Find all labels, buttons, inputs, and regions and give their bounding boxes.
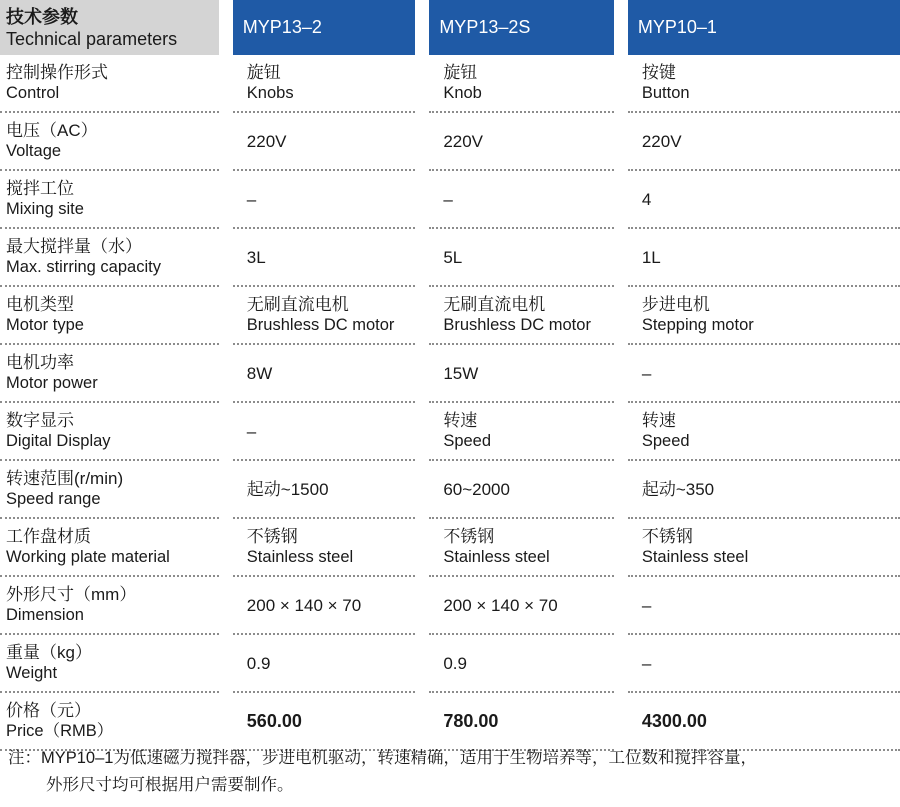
table-row	[0, 635, 900, 693]
value-cell	[628, 171, 900, 229]
column-gap	[219, 0, 233, 55]
value-cell	[233, 113, 415, 171]
column-gap	[415, 345, 429, 403]
table-row	[0, 519, 900, 577]
value-cell	[233, 519, 415, 577]
value-cell	[233, 577, 415, 635]
table-row	[0, 55, 900, 113]
param-name-zh: 转速范围(r/min)	[6, 469, 124, 488]
column-gap	[219, 113, 233, 171]
column-gap	[219, 461, 233, 519]
param-name-en: Max. stirring capacity	[6, 258, 161, 276]
value-cell	[233, 403, 415, 461]
value-text: 5L	[443, 247, 463, 267]
value-cell	[233, 171, 415, 229]
value-cell	[233, 287, 415, 345]
column-gap	[614, 345, 628, 403]
column-gap	[415, 577, 429, 635]
param-name-en: Control	[6, 84, 60, 102]
column-gap	[415, 403, 429, 461]
value-zh: 无刷直流电机	[443, 295, 546, 314]
param-name-zh: 数字显示	[6, 411, 74, 430]
param-name-en: Mixing site	[6, 200, 84, 218]
column-gap	[614, 287, 628, 345]
column-gap	[219, 287, 233, 345]
column-gap	[415, 113, 429, 171]
value-zh: 按键	[641, 63, 676, 82]
column-gap	[219, 55, 233, 113]
param-name-en: Voltage	[6, 142, 62, 160]
param-name-en: Price（RMB）	[6, 722, 114, 740]
value-text: 起动~1500	[246, 479, 329, 499]
value-zh: 转速	[443, 411, 478, 430]
column-gap	[219, 693, 233, 751]
param-name-zh: 工作盘材质	[6, 527, 91, 546]
param-name-zh: 外形尺寸（mm）	[6, 585, 137, 604]
table-row	[0, 403, 900, 461]
value-cell	[628, 403, 900, 461]
value-cell	[429, 171, 613, 229]
value-text: 3L	[246, 247, 266, 267]
value-cell	[233, 345, 415, 403]
model-header-myp13-2: MYP13–2	[233, 0, 415, 55]
param-header-zh: 技术参数	[6, 6, 78, 27]
table-row	[0, 229, 900, 287]
value-cell	[429, 693, 613, 751]
column-gap	[614, 693, 628, 751]
model-header-myp10-1: MYP10–1	[628, 0, 900, 55]
column-gap	[614, 519, 628, 577]
table-row	[0, 287, 900, 345]
value-text: 15W	[443, 363, 479, 383]
column-gap	[415, 171, 429, 229]
table-row	[0, 461, 900, 519]
value-cell	[628, 345, 900, 403]
value-zh: 不锈钢	[443, 527, 495, 546]
value-en: Speed	[641, 432, 690, 450]
value-cell	[628, 519, 900, 577]
param-name-zh: 最大搅拌量（水）	[6, 237, 142, 256]
value-text: 220V	[246, 131, 287, 151]
value-zh: 旋钮	[443, 63, 478, 82]
value-zh: 不锈钢	[246, 527, 298, 546]
column-gap	[614, 577, 628, 635]
param-cell	[0, 287, 219, 345]
param-name-zh: 电机功率	[6, 353, 74, 372]
value-text: –	[246, 421, 257, 441]
param-name-zh: 价格（元）	[6, 701, 91, 720]
value-cell	[233, 229, 415, 287]
column-gap	[415, 0, 429, 55]
price-value: 560.00	[246, 710, 302, 731]
value-en: Button	[641, 84, 690, 102]
value-en: Stainless steel	[246, 548, 354, 566]
param-name-zh: 电压（AC）	[6, 121, 98, 140]
price-value: 780.00	[443, 710, 499, 731]
table-header-row	[0, 0, 900, 55]
value-text: 220V	[641, 131, 682, 151]
value-en: Stainless steel	[443, 548, 550, 566]
value-text: 0.9	[246, 653, 271, 673]
value-zh: 无刷直流电机	[246, 295, 349, 314]
column-gap	[219, 345, 233, 403]
footnote	[8, 745, 893, 799]
column-gap	[219, 403, 233, 461]
value-cell	[628, 287, 900, 345]
price-value: 4300.00	[641, 710, 707, 731]
column-gap	[415, 229, 429, 287]
table-row	[0, 113, 900, 171]
column-gap	[415, 635, 429, 693]
value-cell	[429, 229, 613, 287]
value-cell	[628, 113, 900, 171]
value-cell	[429, 403, 613, 461]
value-text: –	[641, 595, 652, 615]
param-cell	[0, 229, 219, 287]
value-text: –	[443, 189, 453, 209]
value-text: 4	[641, 189, 652, 209]
table-row	[0, 345, 900, 403]
value-en: Brushless DC motor	[246, 316, 395, 334]
param-name-en: Dimension	[6, 606, 84, 624]
column-gap	[219, 171, 233, 229]
table-body	[0, 55, 900, 751]
value-cell	[429, 461, 613, 519]
param-cell	[0, 171, 219, 229]
column-gap	[415, 287, 429, 345]
table-row	[0, 577, 900, 635]
param-cell	[0, 519, 219, 577]
column-gap	[219, 519, 233, 577]
param-name-en: Working plate material	[6, 548, 170, 566]
value-en: Knobs	[246, 84, 294, 102]
value-text: 1L	[641, 247, 661, 267]
column-gap	[614, 403, 628, 461]
value-cell	[233, 693, 415, 751]
value-cell	[628, 55, 900, 113]
value-en: Stepping motor	[641, 316, 754, 334]
value-text: –	[641, 653, 652, 673]
value-text: 220V	[443, 131, 484, 151]
param-header-cell	[0, 0, 219, 55]
param-name-zh: 控制操作形式	[6, 63, 108, 82]
column-gap	[614, 0, 628, 55]
table-row	[0, 171, 900, 229]
value-zh: 不锈钢	[641, 527, 693, 546]
value-cell	[429, 345, 613, 403]
param-cell	[0, 577, 219, 635]
value-cell	[429, 113, 613, 171]
footnote-line-1: 注：MYP10–1为低速磁力搅拌器，步进电机驱动，转速精确，适用于生物培养等，工位数和搅拌容量，	[8, 749, 757, 767]
column-gap	[614, 229, 628, 287]
value-cell	[628, 461, 900, 519]
param-name-en: Motor type	[6, 316, 84, 334]
value-cell	[233, 635, 415, 693]
value-text: –	[246, 189, 257, 209]
param-name-en: Motor power	[6, 374, 98, 392]
param-cell	[0, 113, 219, 171]
column-gap	[614, 171, 628, 229]
value-cell	[628, 693, 900, 751]
column-gap	[415, 519, 429, 577]
param-name-en: Speed range	[6, 490, 101, 508]
param-name-en: Weight	[6, 664, 58, 682]
param-cell	[0, 403, 219, 461]
param-name-zh: 重量（kg）	[6, 643, 92, 662]
model-header-myp13-2s: MYP13–2S	[429, 0, 613, 55]
value-zh: 旋钮	[246, 63, 281, 82]
param-name-zh: 搅拌工位	[6, 179, 74, 198]
value-cell	[233, 461, 415, 519]
param-name-en: Digital Display	[6, 432, 111, 450]
table-row	[0, 693, 900, 751]
column-gap	[614, 113, 628, 171]
column-gap	[219, 229, 233, 287]
value-cell	[429, 55, 613, 113]
value-en: Stainless steel	[641, 548, 749, 566]
footnote-line-2: 外形尺寸均可根据用户需要制作。	[46, 776, 294, 794]
value-text: 200 × 140 × 70	[246, 595, 362, 615]
column-gap	[614, 55, 628, 113]
value-cell	[429, 287, 613, 345]
column-gap	[415, 693, 429, 751]
column-gap	[614, 461, 628, 519]
value-text: 0.9	[443, 653, 467, 673]
value-en: Brushless DC motor	[443, 316, 591, 334]
value-cell	[628, 577, 900, 635]
param-name-zh: 电机类型	[6, 295, 74, 314]
value-en: Speed	[443, 432, 492, 450]
value-cell	[429, 519, 613, 577]
value-cell	[429, 635, 613, 693]
param-cell	[0, 345, 219, 403]
param-cell	[0, 55, 219, 113]
value-cell	[628, 229, 900, 287]
column-gap	[219, 577, 233, 635]
value-text: 8W	[246, 363, 273, 383]
column-gap	[219, 635, 233, 693]
value-cell	[429, 577, 613, 635]
value-zh: 步进电机	[641, 295, 710, 314]
column-gap	[415, 55, 429, 113]
param-cell	[0, 461, 219, 519]
value-cell	[233, 55, 415, 113]
value-cell	[628, 635, 900, 693]
column-gap	[415, 461, 429, 519]
param-cell	[0, 693, 219, 751]
column-gap	[614, 635, 628, 693]
value-text: –	[641, 363, 652, 383]
param-header-en: Technical parameters	[6, 28, 178, 49]
value-text: 起动~350	[641, 479, 715, 499]
value-en: Knob	[443, 84, 482, 102]
value-text: 200 × 140 × 70	[443, 595, 558, 615]
param-cell	[0, 635, 219, 693]
value-zh: 转速	[641, 411, 676, 430]
value-text: 60~2000	[443, 479, 510, 499]
